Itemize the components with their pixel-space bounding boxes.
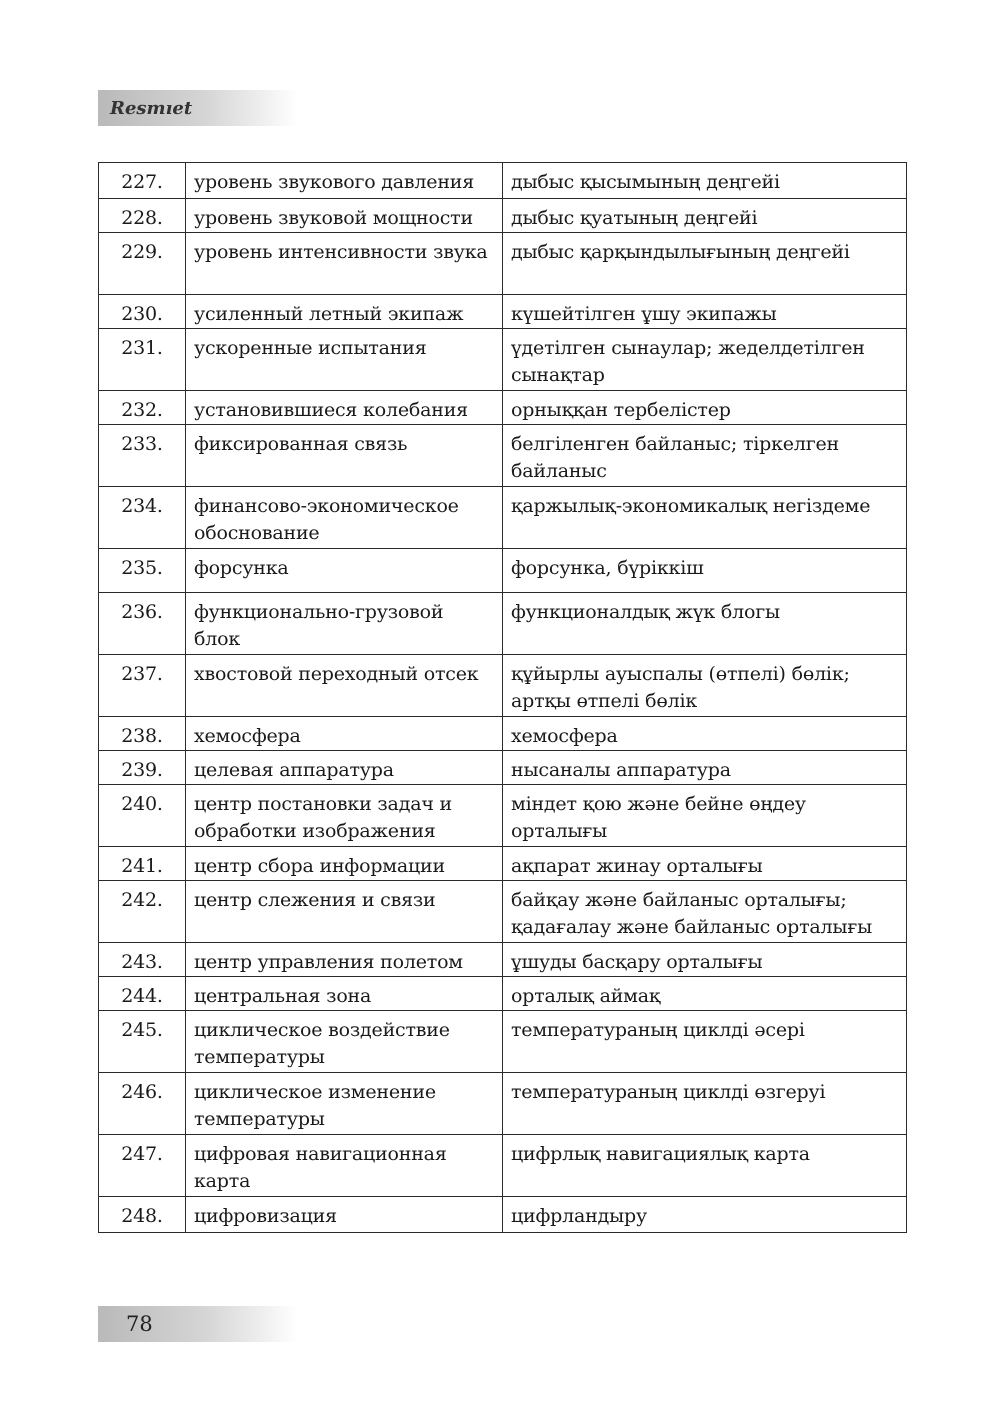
term-russian-cell: фиксированная связь [186,425,503,487]
term-kazakh-cell: хемосфера [503,717,907,751]
term-number-cell: 233. [99,425,186,487]
term-russian-cell: цифровизация [186,1197,503,1233]
term-number-cell: 228. [99,199,186,233]
table-row [99,717,907,751]
term-number-cell: 240. [99,785,186,847]
term-russian-cell: усиленный летный экипаж [186,295,503,329]
table-row [99,751,907,785]
term-kazakh-cell: нысаналы аппаратура [503,751,907,785]
term-number-cell: 234. [99,487,186,549]
term-kazakh-cell: температураның циклді өзгеруі [503,1073,907,1135]
term-russian-cell: хемосфера [186,717,503,751]
page-footer [98,1306,298,1342]
table-row [99,233,907,295]
term-number-cell: 236. [99,593,186,655]
term-russian-cell: центр слежения и связи [186,881,503,943]
term-kazakh-cell: орталық аймақ [503,977,907,1011]
term-kazakh-cell: байқау және байланыс орталығы; қадағалау және байланыс орталығы [503,881,907,943]
term-russian-cell: циклическое воздействие температуры [186,1011,503,1073]
glossary-table [98,162,907,1233]
term-number-cell: 235. [99,549,186,593]
running-header-title: Resmıet [110,97,193,119]
term-number-cell: 237. [99,655,186,717]
page-number: 78 [126,1312,153,1336]
table-row [99,977,907,1011]
term-russian-cell: циклическое изменение температуры [186,1073,503,1135]
term-number-cell: 246. [99,1073,186,1135]
term-russian-cell: хвостовой переходный отсек [186,655,503,717]
term-number-cell: 248. [99,1197,186,1233]
term-kazakh-cell: белгіленген байланыс; тіркелген байланыс [503,425,907,487]
term-number-cell: 243. [99,943,186,977]
term-kazakh-cell: дыбыс қысымының деңгейі [503,163,907,199]
term-russian-cell: центр сбора информации [186,847,503,881]
term-number-cell: 229. [99,233,186,295]
term-kazakh-cell: орныққан тербелістер [503,391,907,425]
term-kazakh-cell: құйырлы ауыспалы (өтпелі) бөлік; артқы өтпелі бөлік [503,655,907,717]
table-row [99,881,907,943]
glossary-table-body [99,163,907,1233]
term-kazakh-cell: функционалдық жүк блогы [503,593,907,655]
term-russian-cell: центр постановки задач и обработки изображения [186,785,503,847]
term-kazakh-cell: ақпарат жинау орталығы [503,847,907,881]
term-russian-cell: функционально-грузовой блок [186,593,503,655]
table-row [99,295,907,329]
term-kazakh-cell: дыбыс қуатының деңгейі [503,199,907,233]
table-row [99,487,907,549]
term-kazakh-cell: дыбыс қарқындылығының деңгейі [503,233,907,295]
table-row [99,329,907,391]
term-russian-cell: форсунка [186,549,503,593]
term-kazakh-cell: міндет қою және бейне өңдеу орталығы [503,785,907,847]
running-header [98,90,298,126]
term-number-cell: 245. [99,1011,186,1073]
table-row [99,1135,907,1197]
term-number-cell: 239. [99,751,186,785]
term-russian-cell: цифровая навигационная карта [186,1135,503,1197]
term-russian-cell: ускоренные испытания [186,329,503,391]
table-row [99,425,907,487]
term-kazakh-cell: қаржылық-экономикалық негіздеме [503,487,907,549]
term-number-cell: 238. [99,717,186,751]
term-kazakh-cell: цифрлық навигациялық карта [503,1135,907,1197]
table-row [99,391,907,425]
table-row [99,943,907,977]
term-kazakh-cell: цифрландыру [503,1197,907,1233]
table-row [99,655,907,717]
table-row [99,549,907,593]
term-number-cell: 242. [99,881,186,943]
term-number-cell: 230. [99,295,186,329]
table-row [99,163,907,199]
table-row [99,785,907,847]
term-number-cell: 231. [99,329,186,391]
term-number-cell: 244. [99,977,186,1011]
term-russian-cell: уровень звуковой мощности [186,199,503,233]
term-russian-cell: уровень интенсивности звука [186,233,503,295]
term-kazakh-cell: ұшуды басқару орталығы [503,943,907,977]
term-russian-cell: целевая аппаратура [186,751,503,785]
term-number-cell: 232. [99,391,186,425]
term-kazakh-cell: үдетілген сынаулар; жеделдетілген сынақтар [503,329,907,391]
term-kazakh-cell: форсунка, бүріккіш [503,549,907,593]
table-row [99,199,907,233]
table-row [99,847,907,881]
table-row [99,1073,907,1135]
table-row [99,1011,907,1073]
term-number-cell: 241. [99,847,186,881]
term-number-cell: 247. [99,1135,186,1197]
table-row [99,593,907,655]
table-row [99,1197,907,1233]
term-russian-cell: уровень звукового давления [186,163,503,199]
term-russian-cell: центр управления полетом [186,943,503,977]
term-russian-cell: центральная зона [186,977,503,1011]
term-number-cell: 227. [99,163,186,199]
term-kazakh-cell: күшейтілген ұшу экипажы [503,295,907,329]
term-kazakh-cell: температураның циклді әсері [503,1011,907,1073]
term-russian-cell: установившиеся колебания [186,391,503,425]
term-russian-cell: финансово-экономическое обоснование [186,487,503,549]
